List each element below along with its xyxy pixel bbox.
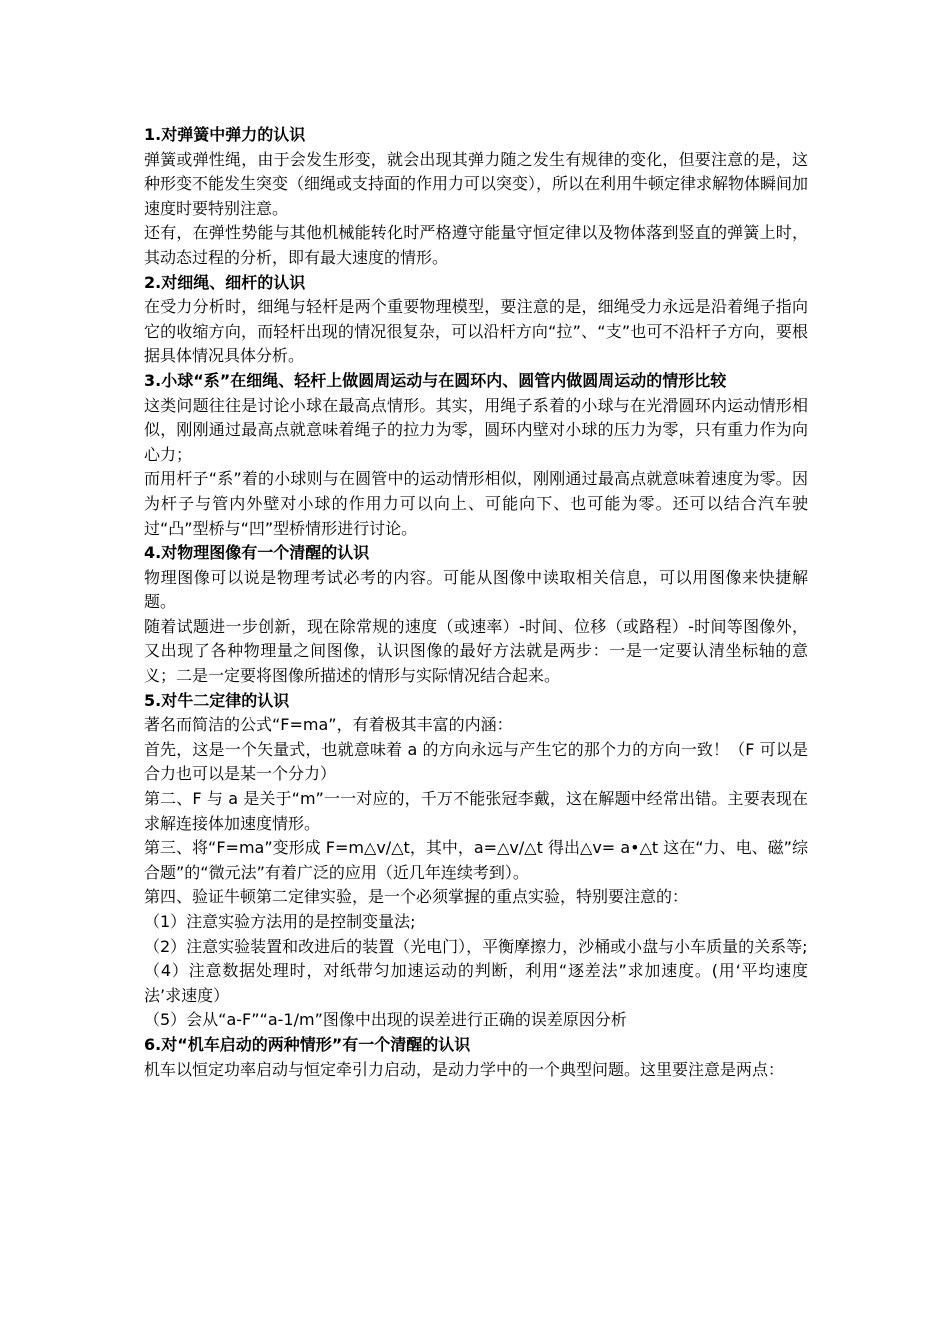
paragraph: 在受力分析时，细绳与轻杆是两个重要物理模型，要注意的是，细绳受力永远是沿着绳子指向它的收缩方向，而轻杆出现的情况很复杂，可以沿杆方向“拉”、“支”也可不沿杆子方向，要根据具体情况具体分析。 [144, 297, 808, 366]
paragraph: （4）注意数据处理时，对纸带匀加速运动的判断，利用“逐差法”求加速度。(用‘平均速度法’求速度） [144, 961, 808, 1005]
section-6 [144, 1033, 808, 1082]
section-2 [144, 271, 808, 369]
paragraph: 著名而简洁的公式“F=ma”，有着极其丰富的内涵： [144, 715, 513, 735]
paragraph: 机车以恒定功率启动与恒定牵引力启动，是动力学中的一个典型问题。这里要注意是两点： [144, 1059, 785, 1079]
paragraph: 首先，这是一个矢量式，也就意味着 a 的方向永远与产生它的那个力的方向一致！（F 可以是合力也可以是某一个分力） [144, 739, 808, 784]
paragraph: 第四、验证牛顿第二定律实验，是一个必须掌握的重点实验，特别要注意的： [144, 887, 689, 907]
paragraph: 还有，在弹性势能与其他机械能转化时严格遵守能量守恒定律以及物体落到竖直的弹簧上时，其动态过程的分析，即有最大速度的情形。 [144, 223, 808, 267]
paragraph: 这类问题往往是讨论小球在最高点情形。其实，用绳子系着的小球与在光滑圆环内运动情形相似，刚刚通过最高点就意味着绳子的拉力为零，圆环内壁对小球的压力为零，只有重力作为向心力； [144, 395, 808, 464]
section-heading: 3.小球“系”在细绳、轻杆上做圆周运动与在圆环内、圆管内做圆周运动的情形比较 [144, 370, 727, 390]
section-heading: 6.对“机车启动的两种情形”有一个清醒的认识 [144, 1034, 471, 1054]
paragraph: 弹簧或弹性绳，由于会发生形变，就会出现其弹力随之发生有规律的变化，但要注意的是，这种形变不能发生突变（细绳或支持面的作用力可以突变），所以在利用牛顿定律求解物体瞬间加速度时要特别注意。 [144, 149, 809, 218]
paragraph: （5）会从“a-F”“a-1/m”图像中出现的误差进行正确的误差原因分析 [144, 1010, 627, 1030]
paragraph: （2）注意实验装置和改进后的装置（光电门），平衡摩擦力，沙桶或小盘与小车质量的关系等; [144, 936, 808, 956]
section-heading: 4.对物理图像有一个清醒的认识 [144, 543, 370, 563]
paragraph: 而用杆子“系”着的小球则与在圆管中的运动情形相似，刚刚通过最高点就意味着速度为零。因为杆子与管内外壁对小球的作用力可以向上、可能向下、也可能为零。还可以结合汽车驶过“凸”型桥与“凹”型桥情形进行讨论。 [144, 469, 808, 538]
paragraph: 第二、F 与 a 是关于“m”一一对应的，千万不能张冠李戴，这在解题中经常出错。主要表现在求解连接体加速度情形。 [144, 789, 808, 833]
section-1 [144, 123, 808, 271]
paragraph: 第三、将“F=ma”变形成 F=m△v/△t，其中，a=△v/△t 得出△v= a•△t 这在“力、电、磁”综合题”的“微元法”有着广泛的应用（近几年连续考到）。 [144, 838, 808, 882]
section-heading: 1.对弹簧中弹力的认识 [144, 125, 306, 144]
section-heading: 2.对细绳、细杆的认识 [144, 272, 306, 292]
paragraph: 随着试题进一步创新，现在除常规的速度（或速率）-时间、位移（或路程）-时间等图像外，又出现了各种物理量之间图像，认识图像的最好方法就是两步：一是一定要认清坐标轴的意义；二是一定要将图像所描述的情形与实际情况结合起来。 [144, 616, 808, 686]
document-page [144, 123, 808, 1082]
paragraph: （1）注意实验方法用的是控制变量法; [144, 912, 416, 931]
section-3 [144, 369, 808, 541]
section-4 [144, 541, 808, 689]
section-5 [144, 689, 808, 1033]
paragraph: 物理图像可以说是物理考试必考的内容。可能从图像中读取相关信息，可以用图像来快捷解题。 [144, 567, 808, 612]
section-heading: 5.对牛二定律的认识 [144, 690, 290, 710]
